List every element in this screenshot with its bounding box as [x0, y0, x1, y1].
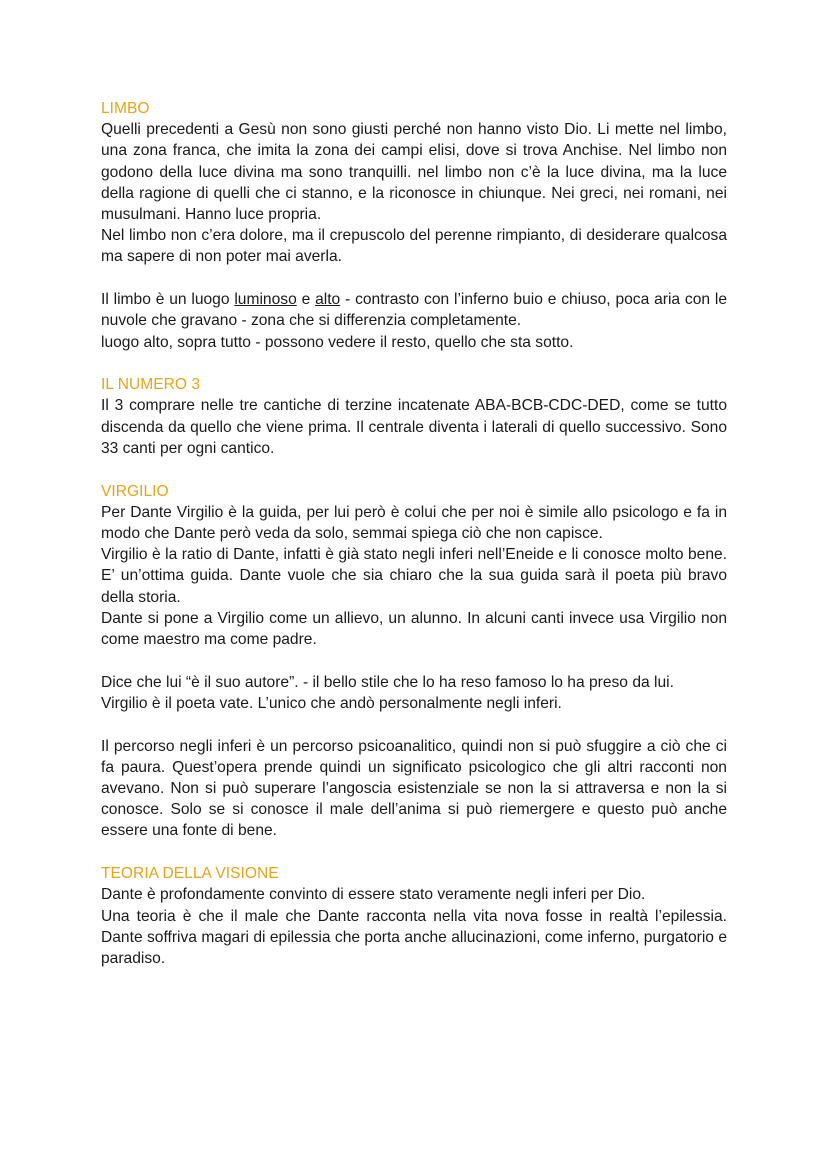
limbo-p3-mid: e [296, 291, 316, 309]
spacer [101, 842, 727, 864]
heading-numero-3: IL NUMERO 3 [101, 376, 201, 394]
heading-limbo: LIMBO [101, 100, 150, 117]
limbo-p3-end: - contrasto con l’inferno buio e chiuso, poca aria con le nuvole che gravano - zona che si differenzia completamente. [101, 291, 728, 330]
spacer [101, 650, 727, 672]
spacer [101, 353, 727, 375]
visione-paragraph-2: Una teoria è che il male che Dante racconta nella vita nova fosse in realtà l’epilessia. Dante soffriva magari di epilessia che porta anche allucinazioni, come inferno, purgatorio e paradiso. [101, 907, 727, 967]
limbo-paragraph-1: Quelli precedenti a Gesù non sono giusti perché non hanno visto Dio. Li mette nel limbo, una zona franca, che imita la zona dei campi elisi, dove si trova Anchise. Nel limbo non godono della luce divina ma sono tranquilli. nel limbo non c’è la luce divina, ma la luce della ragione di quelli che ci stanno, e la riconosce in chiunque. Nei greci, nei romani, nei musulmani. Hanno luce propria. [101, 121, 727, 224]
limbo-p3-start: Il limbo è un luogo [101, 291, 235, 309]
limbo-paragraph-4: luogo alto, sopra tutto - possono vedere il resto, quello che sta sotto. [101, 333, 574, 351]
limbo-paragraph-2: Nel limbo non c’era dolore, ma il crepuscolo del perenne rimpianto, di desiderare qualcosa ma sapere di non poter mai averla. [101, 227, 727, 266]
numero-paragraph-1: Il 3 comprare nelle tre cantiche di terzine incatenate ABA-BCB-CDC-DED, come se tutto discenda da quello che viene prima. Il centrale diventa i laterali di quello successivo. Sono 33 canti per ogni cantico. [101, 397, 727, 457]
spacer [101, 459, 727, 481]
spacer [101, 714, 727, 736]
limbo-paragraph-3 [101, 289, 727, 331]
virgilio-paragraph-4: Dice che lui “è il suo autore”. - il bello stile che lo ha reso famoso lo ha preso da lui. [101, 673, 674, 691]
heading-teoria-visione: TEORIA DELLA VISIONE [101, 865, 279, 883]
heading-virgilio: VIRGILIO [101, 482, 169, 500]
virgilio-paragraph-1: Per Dante Virgilio è la guida, per lui però è colui che per noi è simile allo psicologo e fa in modo che Dante però veda da solo, semmai spiega ciò che non capisce. [101, 503, 727, 542]
virgilio-paragraph-6: Il percorso negli inferi è un percorso psicoanalitico, quindi non si può sfuggire a ciò che ci fa paura. Quest’opera prende quindi un significato psicologico che gli altri racconti non avevano. Non si può superare l’angoscia esistenziale se non la si attraversa e non la si conosce. Solo se si conosce il male dell’anima si può riemergere e questo può anche essere una fonte di bene. [101, 737, 727, 840]
underlined-word-luminoso: luminoso [234, 291, 297, 309]
spacer [101, 268, 727, 290]
virgilio-paragraph-3: Dante si pone a Virgilio come un allievo, un alunno. In alcuni canti invece usa Virgilio non come maestro ma come padre. [101, 609, 727, 648]
document-content [101, 98, 727, 969]
virgilio-paragraph-5: Virgilio è il poeta vate. L’unico che andò personalmente negli inferi. [101, 694, 562, 712]
underlined-word-alto: alto [315, 291, 341, 309]
visione-paragraph-1: Dante è profondamente convinto di essere stato veramente negli inferi per Dio. [101, 886, 646, 904]
virgilio-paragraph-2: Virgilio è la ratio di Dante, infatti è già stato negli inferi nell’Eneide e li conosce molto bene. E’ un’ottima guida. Dante vuole che sia chiaro che la sua guida sarà il poeta più bravo della storia. [101, 546, 727, 606]
